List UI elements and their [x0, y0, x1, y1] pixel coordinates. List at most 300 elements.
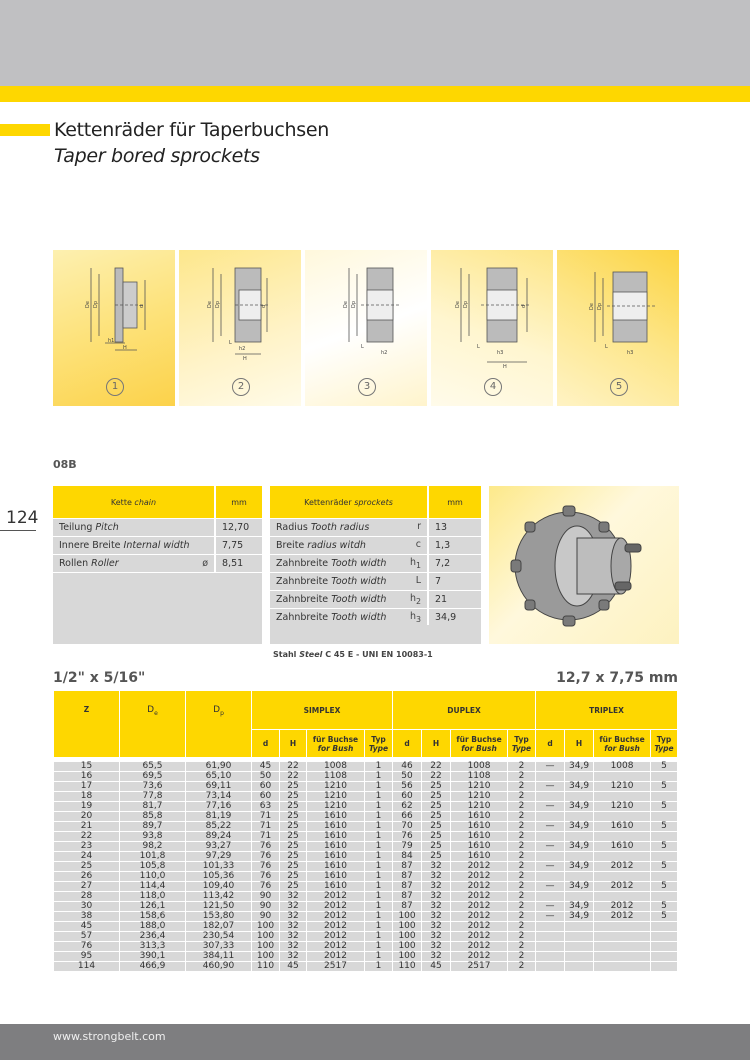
cell-dp: 153,80: [186, 912, 252, 922]
cell-triplex-bush: [594, 852, 651, 862]
cell-duplex-h: 25: [422, 852, 451, 862]
table-row: [54, 962, 678, 972]
bush-en: for Bush: [461, 743, 497, 753]
cell-triplex-bush: 1610: [594, 822, 651, 832]
cell-triplex-d: [536, 892, 565, 902]
cell-duplex-bush: 1610: [451, 852, 508, 862]
cell-triplex-bush: 1210: [594, 782, 651, 792]
cell-triplex-d: —: [536, 782, 565, 792]
cell-dp: 101,33: [186, 862, 252, 872]
cell-triplex-type: [651, 872, 678, 882]
cell-duplex-type: 2: [508, 892, 536, 902]
cell-simplex-bush: 1610: [307, 832, 365, 842]
cell-duplex-d: 87: [393, 892, 422, 902]
cell-triplex-type: 5: [651, 862, 678, 872]
chain-header-cell: [53, 486, 215, 519]
sprocket-spec-symbol: [402, 555, 428, 573]
triplex-col-h: H: [565, 730, 594, 760]
cell-de: 73,6: [120, 782, 186, 792]
top-yellow-stripe: [0, 86, 750, 102]
cell-simplex-bush: 2012: [307, 912, 365, 922]
cell-duplex-d: 84: [393, 852, 422, 862]
cell-triplex-type: [651, 832, 678, 842]
cell-duplex-d: 87: [393, 902, 422, 912]
symbol: c: [415, 539, 421, 551]
cell-duplex-d: 100: [393, 942, 422, 952]
bush-en: for Bush: [604, 743, 640, 753]
label-en: radius witdh: [307, 540, 366, 551]
cell-simplex-h: 32: [280, 892, 307, 902]
label-en: Tooth width: [331, 558, 387, 569]
cell-duplex-h: 32: [422, 872, 451, 882]
cell-dp: 81,19: [186, 812, 252, 822]
svg-text:Dp: Dp: [93, 300, 99, 308]
svg-text:L: L: [477, 344, 480, 350]
cell-simplex-h: 25: [280, 812, 307, 822]
label-de: Zahnbreite: [276, 594, 332, 605]
cell-simplex-type: 1: [365, 772, 393, 782]
sprocket-spec-symbol: [402, 591, 428, 609]
cell-triplex-bush: [594, 962, 651, 972]
cell-triplex-h: [565, 792, 594, 802]
diagram-4: [431, 250, 553, 406]
diagram-1: [53, 250, 175, 406]
cell-duplex-bush: 2517: [451, 962, 508, 972]
svg-text:h2: h2: [239, 346, 246, 352]
group-header-simplex: SIMPLEX: [252, 691, 393, 730]
cell-simplex-bush: 2012: [307, 922, 365, 932]
cell-simplex-bush: 1610: [307, 822, 365, 832]
cell-de: 65,5: [120, 760, 186, 772]
symbol: h: [409, 593, 416, 605]
title-accent-bar: [0, 124, 50, 136]
cell-de: 188,0: [120, 922, 186, 932]
cell-simplex-bush: 1210: [307, 782, 365, 792]
cell-simplex-h: 22: [280, 772, 307, 782]
cell-triplex-h: 34,9: [565, 862, 594, 872]
cell-simplex-d: 100: [252, 932, 280, 942]
sprocket-spec-label: [270, 537, 402, 555]
label-en: Tooth width: [331, 594, 387, 605]
cell-duplex-h: 32: [422, 912, 451, 922]
cell-simplex-type: 1: [365, 802, 393, 812]
svg-text:d: d: [139, 304, 145, 308]
svg-text:De: De: [85, 301, 91, 308]
chain-header-de: Kette: [110, 497, 135, 507]
cell-dp: 65,10: [186, 772, 252, 782]
chain-spec-row: [53, 519, 262, 537]
simplex-col-h: H: [280, 730, 307, 760]
cell-de: 105,8: [120, 862, 186, 872]
cell-dp: 77,16: [186, 802, 252, 812]
diagram-2: [179, 250, 301, 406]
cell-dp: 121,50: [186, 902, 252, 912]
cell-z: 57: [54, 932, 120, 942]
sprocket-spec-value: 21: [428, 591, 481, 609]
cell-duplex-h: 32: [422, 882, 451, 892]
cell-de: 466,9: [120, 962, 186, 972]
cell-z: 76: [54, 942, 120, 952]
cell-duplex-bush: 2012: [451, 882, 508, 892]
cell-duplex-d: 87: [393, 882, 422, 892]
table-row: [54, 862, 678, 872]
sprocket-dimensions-table: [53, 690, 678, 971]
sprocket-spec-value: 1,3: [428, 537, 481, 555]
chain-spec-symbol: [196, 519, 215, 537]
cell-duplex-h: 32: [422, 902, 451, 912]
cell-triplex-bush: [594, 932, 651, 942]
cell-triplex-type: [651, 962, 678, 972]
cell-duplex-bush: 1210: [451, 782, 508, 792]
sprocket-spec-value: 13: [428, 519, 481, 537]
cell-simplex-type: 1: [365, 882, 393, 892]
cell-simplex-h: 32: [280, 922, 307, 932]
cell-triplex-bush: [594, 942, 651, 952]
svg-text:h3: h3: [497, 350, 504, 356]
symbol-sub: 1: [415, 560, 421, 570]
bush-de: für Buchse: [599, 734, 645, 744]
symbol-sub: 2: [415, 596, 421, 606]
cell-triplex-type: 5: [651, 822, 678, 832]
cell-triplex-type: 5: [651, 802, 678, 812]
sprocket-spec-header: [270, 486, 481, 519]
cell-duplex-type: 2: [508, 852, 536, 862]
cell-triplex-bush: [594, 772, 651, 782]
cell-z: 16: [54, 772, 120, 782]
sprocket-spec-label: [270, 591, 402, 609]
svg-text:h2: h2: [381, 350, 388, 356]
symbol: h: [409, 557, 416, 569]
sprocket-spec-table: [270, 486, 481, 627]
chain-spec-value: 7,75: [215, 537, 262, 555]
sprocket-spec-label: [270, 555, 402, 573]
chain-spec-empty-area: [53, 573, 262, 644]
sprocket-header-de: Kettenräder: [304, 497, 355, 507]
diagram-number: 4: [484, 378, 502, 396]
cell-triplex-d: [536, 812, 565, 822]
cell-simplex-bush: 1610: [307, 862, 365, 872]
cell-triplex-d: [536, 852, 565, 862]
cell-triplex-h: 34,9: [565, 782, 594, 792]
cell-z: 22: [54, 832, 120, 842]
steel-note: [273, 650, 433, 659]
cell-simplex-bush: 1008: [307, 760, 365, 772]
cell-z: 23: [54, 842, 120, 852]
cell-simplex-d: 90: [252, 902, 280, 912]
cell-z: 19: [54, 802, 120, 812]
cell-duplex-type: 2: [508, 842, 536, 852]
cell-duplex-bush: 2012: [451, 862, 508, 872]
cell-simplex-bush: 2012: [307, 932, 365, 942]
cell-triplex-bush: 1210: [594, 802, 651, 812]
table-row: [54, 852, 678, 862]
duplex-col-h: H: [422, 730, 451, 760]
cell-duplex-type: 2: [508, 882, 536, 892]
cell-duplex-h: 32: [422, 922, 451, 932]
cell-triplex-bush: [594, 922, 651, 932]
cell-duplex-bush: 2012: [451, 952, 508, 962]
bush-de: für Buchse: [456, 734, 502, 744]
cell-simplex-d: 110: [252, 962, 280, 972]
cell-dp: 85,22: [186, 822, 252, 832]
sprocket-with-bush-image: [489, 486, 679, 644]
cell-simplex-type: 1: [365, 782, 393, 792]
cell-simplex-type: 1: [365, 922, 393, 932]
cell-triplex-d: —: [536, 902, 565, 912]
cell-triplex-d: [536, 942, 565, 952]
cell-simplex-h: 25: [280, 792, 307, 802]
symbol: L: [415, 575, 421, 587]
label-en: Tooth width: [331, 612, 387, 623]
cell-triplex-d: [536, 792, 565, 802]
size-mm: 12,7 x 7,75 mm: [556, 670, 678, 686]
cell-de: 158,6: [120, 912, 186, 922]
steel-prefix: Stahl: [273, 650, 300, 659]
product-photo: [489, 486, 679, 644]
table-row: [54, 822, 678, 832]
cell-simplex-d: 45: [252, 760, 280, 772]
cell-duplex-type: 2: [508, 760, 536, 772]
cell-triplex-d: —: [536, 842, 565, 852]
cell-triplex-bush: 2012: [594, 902, 651, 912]
table-row: [54, 842, 678, 852]
sprocket-spec-symbol: [402, 573, 428, 591]
cell-simplex-d: 90: [252, 912, 280, 922]
cell-simplex-type: 1: [365, 912, 393, 922]
chain-spec-symbol: ø: [196, 555, 215, 573]
diagram-number: 5: [610, 378, 628, 396]
table-row: [54, 942, 678, 952]
cell-duplex-d: 50: [393, 772, 422, 782]
cell-z: 24: [54, 852, 120, 862]
cell-simplex-bush: 1610: [307, 812, 365, 822]
cell-triplex-h: 34,9: [565, 760, 594, 772]
cell-simplex-h: 45: [280, 962, 307, 972]
chain-unit-header: mm: [215, 486, 262, 519]
cell-de: 110,0: [120, 872, 186, 882]
cell-duplex-bush: 1008: [451, 760, 508, 772]
cell-simplex-d: 76: [252, 842, 280, 852]
cell-simplex-type: 1: [365, 832, 393, 842]
cell-duplex-d: 100: [393, 952, 422, 962]
label-en: Tooth width: [331, 576, 387, 587]
cell-duplex-h: 32: [422, 942, 451, 952]
cell-duplex-bush: 2012: [451, 872, 508, 882]
dp-sub: p: [220, 709, 224, 717]
chain-spec-table: [53, 486, 262, 573]
cell-de: 77,8: [120, 792, 186, 802]
typ-en: Type: [654, 743, 674, 753]
sprocket-spec-label: [270, 609, 402, 627]
cell-duplex-bush: 1210: [451, 802, 508, 812]
cell-duplex-type: 2: [508, 812, 536, 822]
cell-triplex-d: —: [536, 912, 565, 922]
cell-dp: 113,42: [186, 892, 252, 902]
svg-text:L: L: [361, 344, 364, 350]
label-en: Pitch: [95, 522, 119, 533]
steel-italic: Steel: [299, 650, 323, 659]
cell-triplex-bush: [594, 872, 651, 882]
label-de: Zahnbreite: [276, 576, 332, 587]
cell-simplex-d: 76: [252, 872, 280, 882]
chain-spec-row: [53, 555, 262, 573]
svg-text:Dp: Dp: [215, 300, 221, 308]
cell-de: 81,7: [120, 802, 186, 812]
cell-z: 26: [54, 872, 120, 882]
diagram-number: 3: [358, 378, 376, 396]
cell-duplex-d: 110: [393, 962, 422, 972]
cell-duplex-h: 25: [422, 802, 451, 812]
cell-simplex-type: 1: [365, 872, 393, 882]
cell-duplex-h: 22: [422, 760, 451, 772]
cell-triplex-h: [565, 922, 594, 932]
cell-duplex-type: 2: [508, 932, 536, 942]
cell-simplex-bush: 1610: [307, 882, 365, 892]
col-header-dp: [186, 691, 252, 760]
cell-simplex-type: 1: [365, 822, 393, 832]
cell-triplex-bush: [594, 952, 651, 962]
cell-triplex-d: —: [536, 760, 565, 772]
cell-triplex-h: [565, 772, 594, 782]
cell-triplex-bush: [594, 892, 651, 902]
cell-simplex-d: 76: [252, 852, 280, 862]
cell-duplex-bush: 1610: [451, 812, 508, 822]
page-title-english: Taper bored sprockets: [54, 145, 260, 167]
cell-duplex-d: 87: [393, 872, 422, 882]
cell-dp: 460,90: [186, 962, 252, 972]
cell-duplex-h: 32: [422, 862, 451, 872]
svg-text:h3: h3: [627, 350, 634, 356]
svg-text:H: H: [243, 356, 247, 362]
cell-dp: 93,27: [186, 842, 252, 852]
chain-spec-row: [53, 537, 262, 555]
duplex-col-bush: [451, 730, 508, 760]
cell-duplex-h: 25: [422, 782, 451, 792]
website-link[interactable]: www.strongbelt.com: [53, 1030, 166, 1043]
cell-de: 98,2: [120, 842, 186, 852]
duplex-col-d: d: [393, 730, 422, 760]
sprocket-spec-symbol: [402, 519, 428, 537]
cell-duplex-h: 25: [422, 812, 451, 822]
cell-z: 114: [54, 962, 120, 972]
cell-simplex-type: 1: [365, 932, 393, 942]
cell-duplex-type: 2: [508, 952, 536, 962]
cell-triplex-d: [536, 932, 565, 942]
table-row: [54, 772, 678, 782]
table-row: [54, 922, 678, 932]
diagram-number: 1: [106, 378, 124, 396]
triplex-col-bush: [594, 730, 651, 760]
cell-triplex-h: 34,9: [565, 912, 594, 922]
cell-triplex-type: 5: [651, 912, 678, 922]
cell-triplex-type: 5: [651, 902, 678, 912]
cell-triplex-type: 5: [651, 882, 678, 892]
svg-text:L: L: [605, 344, 608, 350]
cell-duplex-d: 87: [393, 862, 422, 872]
svg-text:d: d: [261, 304, 267, 308]
cell-simplex-bush: 2012: [307, 942, 365, 952]
label-de: Zahnbreite: [276, 612, 332, 623]
cell-duplex-bush: 1610: [451, 832, 508, 842]
cell-triplex-bush: [594, 832, 651, 842]
cell-simplex-h: 32: [280, 932, 307, 942]
cell-triplex-d: —: [536, 822, 565, 832]
cell-duplex-d: 56: [393, 782, 422, 792]
cell-simplex-d: 76: [252, 882, 280, 892]
cell-simplex-d: 71: [252, 822, 280, 832]
cell-dp: 105,36: [186, 872, 252, 882]
cell-simplex-d: 90: [252, 892, 280, 902]
cell-de: 69,5: [120, 772, 186, 782]
cell-simplex-h: 22: [280, 760, 307, 772]
cell-triplex-type: 5: [651, 842, 678, 852]
steel-suffix: C 45 E - UNI EN 10083-1: [322, 650, 433, 659]
table-row: [54, 952, 678, 962]
svg-text:De: De: [455, 301, 461, 308]
cell-triplex-type: 5: [651, 760, 678, 772]
cell-simplex-d: 63: [252, 802, 280, 812]
cell-duplex-d: 100: [393, 932, 422, 942]
sprocket-spec-row: [270, 555, 481, 573]
cell-z: 18: [54, 792, 120, 802]
cell-z: 95: [54, 952, 120, 962]
cell-duplex-d: 76: [393, 832, 422, 842]
cell-simplex-h: 32: [280, 952, 307, 962]
cell-simplex-d: 71: [252, 832, 280, 842]
table-row: [54, 902, 678, 912]
cell-z: 15: [54, 760, 120, 772]
cell-duplex-h: 32: [422, 932, 451, 942]
cell-triplex-h: [565, 932, 594, 942]
typ-de: Typ: [371, 734, 386, 744]
cell-triplex-type: 5: [651, 782, 678, 792]
cell-duplex-d: 66: [393, 812, 422, 822]
cell-dp: 384,11: [186, 952, 252, 962]
footer: [0, 1024, 750, 1060]
cell-triplex-h: [565, 892, 594, 902]
sprocket-header-en: sprockets: [354, 497, 393, 507]
cell-triplex-h: 34,9: [565, 802, 594, 812]
cell-simplex-type: 1: [365, 862, 393, 872]
cell-duplex-type: 2: [508, 962, 536, 972]
cell-simplex-type: 1: [365, 842, 393, 852]
diagram-number: 2: [232, 378, 250, 396]
cell-simplex-d: 100: [252, 952, 280, 962]
duplex-col-type: [508, 730, 536, 760]
cell-triplex-bush: [594, 812, 651, 822]
cell-dp: 97,29: [186, 852, 252, 862]
cell-simplex-bush: 1610: [307, 852, 365, 862]
sprocket-spec-value: 7,2: [428, 555, 481, 573]
cell-duplex-type: 2: [508, 872, 536, 882]
typ-en: Type: [511, 743, 532, 753]
svg-text:De: De: [343, 301, 349, 308]
svg-text:Dp: Dp: [351, 300, 357, 308]
simplex-col-d: d: [252, 730, 280, 760]
cell-simplex-type: 1: [365, 812, 393, 822]
cell-simplex-h: 25: [280, 782, 307, 792]
label-en: Roller: [91, 558, 119, 569]
dp-main: D: [213, 705, 221, 715]
cell-triplex-d: —: [536, 882, 565, 892]
cell-simplex-type: 1: [365, 792, 393, 802]
cell-simplex-type: 1: [365, 760, 393, 772]
label-de: Rollen: [59, 558, 92, 569]
cell-simplex-d: 60: [252, 792, 280, 802]
cell-z: 28: [54, 892, 120, 902]
table-row: [54, 892, 678, 902]
group-header-triplex: TRIPLEX: [536, 691, 678, 730]
